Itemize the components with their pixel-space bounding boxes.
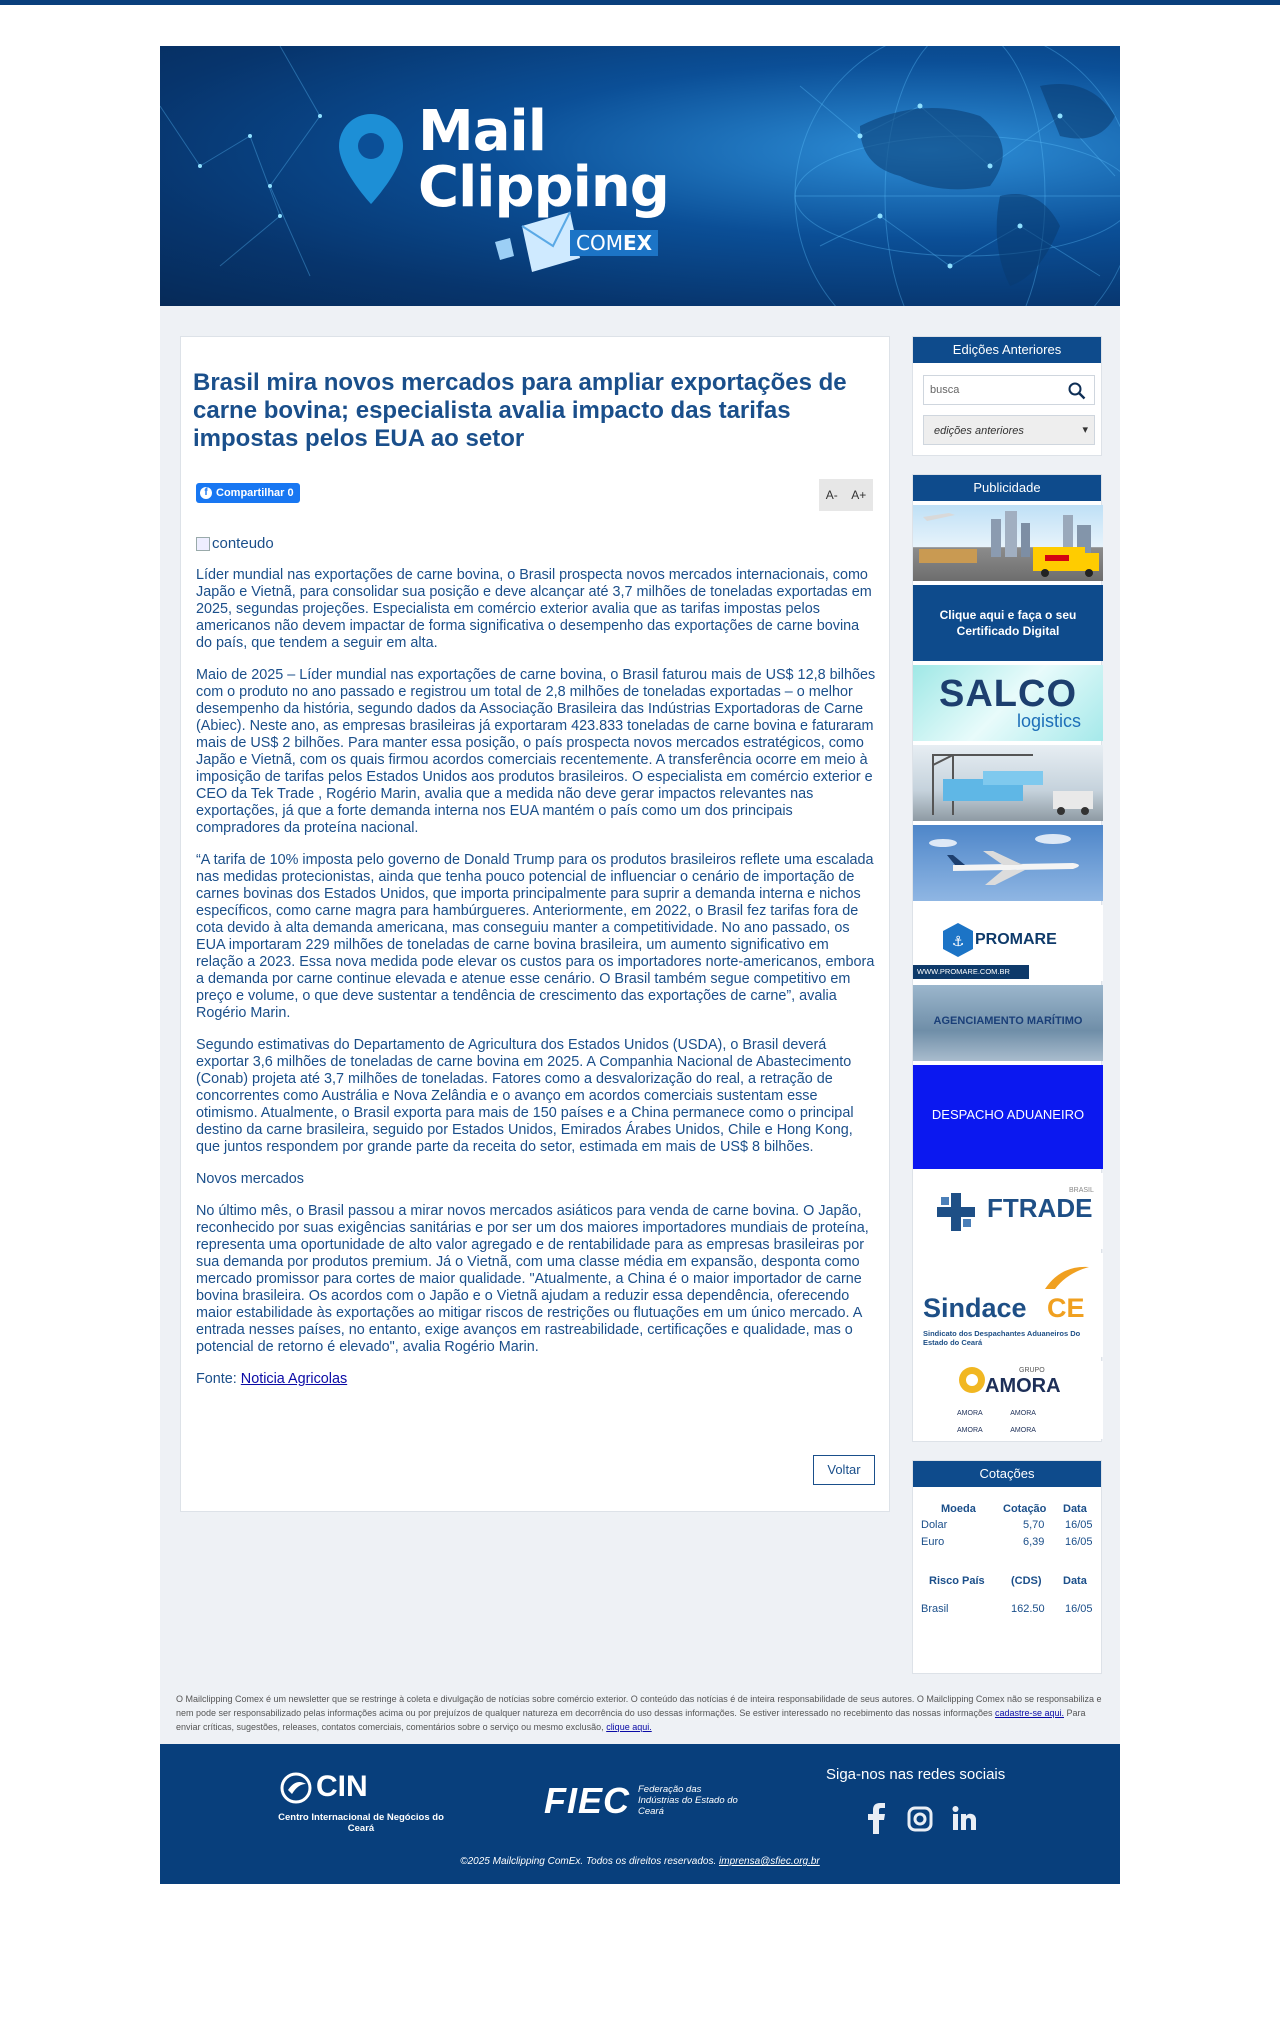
- quotes-header-row: [919, 1503, 1097, 1519]
- facebook-icon[interactable]: [862, 1802, 890, 1834]
- article-image-alt: conteudo: [212, 535, 274, 552]
- quote-value: 5,70: [1023, 1519, 1045, 1531]
- risk-header-row: [919, 1575, 1097, 1591]
- article-title: Brasil mira novos mercados para ampliar exportações de carne bovina; especialista avalia impacto das tarifas impostas pelos EUA ao setor: [193, 369, 847, 452]
- city-truck-illustration: [913, 505, 1103, 581]
- quotes-header: Data: [1063, 1503, 1087, 1515]
- sindace-swoosh-icon: [1041, 1263, 1091, 1293]
- email-link[interactable]: imprensa@sfiec.org.br: [719, 1856, 820, 1867]
- ad-air-cargo[interactable]: [913, 825, 1103, 901]
- map-pin-icon: [339, 114, 403, 204]
- airplane-illustration: [913, 825, 1103, 901]
- article-paragraph: Segundo estimativas do Departamento de Agricultura dos Estados Unidos (USDA), o Brasil deverá exportar 3,6 milhões de toneladas de carne bovina em 2025. A Companhia Nacional de Abastecimento (Conab) projeta até 3,7 milhões de toneladas. Fatores como a desvalorização do real, a retração de concorrentes como Austrália e Nova Zelândia e o avanço em acordos comerciais sustentam esse otimismo. Atualmente, o Brasil exporta para mais de 150 países e a China permanece como o principal destino da carne brasileira, seguido por Estados Unidos, Emirados Árabes Unidos, Chile e Hong Kong, que juntos respondem por grande parte da receita do setor, estimada em mais de US$ 8 bilhões.: [196, 1037, 854, 1155]
- cin-sub: Centro Internacional de Negócios do Ceará: [278, 1812, 444, 1834]
- quotes-header: Cotação: [1003, 1503, 1047, 1515]
- disclaimer-body: O Mailclipping Comex é um newsletter que se restringe à coleta e divulgação de notícias sobre comércio exterior. O conteúdo das notícias é de inteira responsabilidade de seus autores. O Mailclipping Comex não se responsabiliza e nem pode ser responsabilizado pelas informações acima ou por prejuízos de qualquer natureza em decorrência do uso dessas informações. Se estiver interessado no recebimento das nossas informações: [176, 1694, 1102, 1718]
- amora-brand: AMORA: [1010, 1410, 1036, 1417]
- article-subheading: Novos mercados: [196, 1171, 304, 1187]
- editions-title: Edições Anteriores: [913, 337, 1101, 363]
- logo-line-mail: Mail: [418, 99, 546, 164]
- fiec-sub: Federação das Indústrias do Estado do Ceará: [638, 1784, 738, 1817]
- article-paragraph: No último mês, o Brasil passou a mirar novos mercados asiáticos para venda de carne bovina. O Japão, reconhecido por suas exigências sanitárias e por ser um dos maiores importadores mundiais de proteína, representa uma oportunidade de alto valor agregado e de rentabilidade para as empresas brasileiras por sua demanda por produtos premium. Já o Vietnã, com uma classe média em expansão, desponta como mercado promissor para cortes de maior qualidade. "Atualmente, a China é o maior importador de carne bovina brasileira. Os acordos com o Japão e o Vietnã ajudam a reduzir essa dependência, oferecendo maior estabilidade às exportações ao mitigar riscos de restrições ou flutuações em um único mercado. A entrada nesses países, no entanto, exige avanços em rastreabilidade, certificações e qualidade, mas o potencial de retorno é elevado", avalia Rogério Marin.: [196, 1203, 869, 1355]
- ad-despacho-aduaneiro[interactable]: [913, 1065, 1103, 1169]
- promare-url: WWW.PROMARE.COM.BR: [913, 965, 1029, 979]
- ad-dhl-logistics[interactable]: [913, 505, 1103, 581]
- copyright-text: ©2025 Mailclipping ComEx. Todos os direitos reservados.: [460, 1856, 720, 1867]
- editions-select-value: edições anteriores: [934, 425, 1024, 437]
- quote-date: 16/05: [1065, 1536, 1093, 1548]
- contact-link[interactable]: clique aqui.: [606, 1722, 652, 1732]
- article-card: [180, 336, 890, 1512]
- article-paragraph: Maio de 2025 – Líder mundial nas exportações de carne bovina, o Brasil faturou mais de US$ 12,8 bilhões com o produto no ano passado e registrou um total de 2,8 milhões de toneladas exportadas – o melhor desempenho da história, segundo dados da Associação Brasileira das Indústrias Exportadoras de Carne (Abiec). Neste ano, as empresas brasileiras já exportaram 423.833 toneladas de carne bovina e faturaram mais de US$ 2 bilhões. Para manter essa posição, o país prospecta novos mercados estratégicos, como Japão e Vietnã, com os quais firmou acordos comerciais recentemente. A transferência ocorre em meio à imposição de tarifas pelos Estados Unidos aos produtos brasileiros. O especialista em comércio exterior e CEO da Tek Trade , Rogério Marin, avalia que a medida não deve gerar impactos relevantes nas exportações, já que a forte demanda interna nos EUA mantém o país como um dos principais compradores da proteína nacional.: [196, 667, 876, 836]
- quotes-title: Cotações: [913, 1461, 1101, 1487]
- amora-brand: AMORA: [1010, 1427, 1036, 1434]
- disclaimer-text: [176, 1692, 1106, 1734]
- search-icon[interactable]: [1068, 382, 1086, 400]
- mailclipping-logo: [418, 99, 669, 220]
- risk-header: (CDS): [1011, 1575, 1042, 1587]
- agenciamento-label: AGENCIAMENTO MARÍTIMO: [933, 1015, 1083, 1027]
- ad-salco-logistics[interactable]: [913, 665, 1103, 741]
- copyright: [160, 1856, 1120, 1867]
- search-placeholder: busca: [930, 384, 960, 396]
- ads-panel: [912, 474, 1102, 1442]
- quotes-header: Moeda: [941, 1503, 976, 1515]
- linkedin-icon[interactable]: [950, 1802, 978, 1834]
- risk-value: 162.50: [1011, 1603, 1045, 1615]
- ad-ftrade[interactable]: [913, 1173, 1103, 1249]
- article-paragraph: “A tarifa de 10% imposta pelo governo de Donald Trump para os produtos brasileiros reflete uma escalada nas medidas protecionistas, ainda que tenha pouco potencial de influenciar o cenário de importação de carnes bovinas dos Estados Unidos, que importa principalmente para suprir a demanda interna e nichos específicos, como carne magra para hambúrgueres. Anteriormente, em 2022, o Brasil fez tarifas fora de cota devido à alta demanda americana, mas conseguiu manter a competitividade. No ano passado, os EUA importaram 229 milhões de toneladas de carne bovina brasileira, um aumento significativo em relação a 2023. Essa nova medida pode elevar os custos para os importadores norte-americanos, embora a demanda por carne continue elevada e atenue esse cenário. O Brasil também segue competitivo em preço e volume, o que deve sustentar a tendência de crescimento das exportações de carne”, avalia Rogério Marin.: [196, 852, 875, 1021]
- back-button[interactable]: Voltar: [813, 1455, 875, 1485]
- source-link[interactable]: Noticia Agricolas: [240, 1371, 348, 1387]
- disclaimer-middle: Para enviar críticas, sugestões, releases, contatos comerciais, comentários sobre o serviço ou mesmo exclusão,: [176, 1708, 1086, 1732]
- sindace-ce-logo: CE: [1047, 1293, 1085, 1323]
- quote-currency: Euro: [921, 1536, 945, 1548]
- footer: [160, 1744, 1120, 1884]
- despacho-label: DESPACHO ADUANEIRO: [931, 1107, 1085, 1122]
- ad-agenciamento-maritimo[interactable]: [913, 985, 1103, 1061]
- ftrade-country: BRASIL: [1069, 1187, 1094, 1194]
- facebook-share-button[interactable]: [196, 483, 300, 503]
- comex-badge-light: COM: [576, 231, 623, 255]
- facebook-icon: f: [200, 487, 212, 499]
- broken-image-icon: [196, 537, 210, 551]
- quotes-panel: [912, 1460, 1102, 1674]
- cin-logo-icon: [280, 1772, 312, 1804]
- envelope-icon: [495, 212, 580, 272]
- editions-select[interactable]: [923, 415, 1095, 445]
- ad-promare[interactable]: [913, 905, 1103, 981]
- ftrade-logo-icon: [935, 1191, 977, 1233]
- risk-date: 16/05: [1065, 1603, 1093, 1615]
- share-label: Compartilhar 0: [216, 487, 294, 499]
- ad-port-containers[interactable]: [913, 745, 1103, 821]
- promare-logo: PROMARE: [975, 931, 1057, 948]
- editions-panel: [912, 336, 1102, 456]
- social-title: Siga-nos nas redes sociais: [826, 1766, 1006, 1783]
- amora-brand: AMORA: [957, 1427, 983, 1434]
- article-image: [196, 535, 274, 552]
- sindace-sub: Sindicato dos Despachantes Aduaneiros Do Estado do Ceará: [923, 1329, 1081, 1347]
- comex-badge: [570, 230, 658, 256]
- quote-currency: Dolar: [921, 1519, 948, 1531]
- port-crane-illustration: [913, 745, 1103, 821]
- ftrade-logo: FTRADE: [987, 1193, 1093, 1223]
- risk-country: Brasil: [921, 1603, 949, 1615]
- table-row: [919, 1603, 1097, 1619]
- article-source: [196, 1371, 876, 1388]
- svg-text:⚓: ⚓: [951, 934, 965, 950]
- quote-date: 16/05: [1065, 1519, 1093, 1531]
- quote-value: 6,39: [1023, 1536, 1045, 1548]
- amora-logo: AMORA: [985, 1375, 1061, 1397]
- ads-title: Publicidade: [913, 475, 1101, 501]
- sindace-logo: Sindace: [923, 1293, 1027, 1323]
- logo-line-clipping: Clipping: [418, 155, 669, 220]
- top-accent-bar: [0, 0, 1280, 5]
- amora-group-label: GRUPO: [1019, 1367, 1045, 1374]
- promare-anchor-icon: [943, 923, 973, 957]
- ad-grupo-amora[interactable]: [913, 1361, 1103, 1439]
- ad-sindace-ce[interactable]: [913, 1253, 1103, 1357]
- font-decrease-button[interactable]: A-: [825, 488, 838, 502]
- risk-header: Risco País: [929, 1575, 985, 1587]
- fiec-word: FIEC: [544, 1780, 631, 1821]
- salco-logo: SALCO: [939, 673, 1077, 715]
- article-body: [196, 567, 876, 1403]
- certificado-label: Clique aqui e faça o seu Certificado Digital: [939, 608, 1077, 638]
- subscribe-link[interactable]: cadastre-se aqui.: [994, 1708, 1064, 1718]
- amora-brands: [957, 1405, 1057, 1439]
- amora-brand: AMORA: [957, 1410, 983, 1417]
- font-increase-button[interactable]: A+: [851, 488, 867, 502]
- chevron-down-icon: ▾: [1082, 424, 1088, 436]
- page-wrapper: [160, 46, 1120, 1884]
- risk-header: Data: [1063, 1575, 1087, 1587]
- cin-word: CIN: [316, 1770, 368, 1803]
- search-input[interactable]: [923, 375, 1095, 405]
- amora-berry-icon: [957, 1365, 987, 1395]
- header-banner: [160, 46, 1120, 306]
- ad-certificado-digital[interactable]: [913, 585, 1103, 661]
- font-size-controls: [819, 479, 873, 511]
- source-prefix: Fonte:: [196, 1371, 241, 1387]
- instagram-icon[interactable]: [906, 1802, 934, 1834]
- comex-badge-bold: EX: [622, 231, 653, 255]
- table-row: [919, 1519, 1097, 1535]
- table-row: [919, 1536, 1097, 1552]
- salco-sub: logistics: [1016, 711, 1081, 731]
- article-paragraph: Líder mundial nas exportações de carne bovina, o Brasil prospecta novos mercados internacionais, como Japão e Vietnã, para consolidar sua posição e deve alcançar até 3,7 milhões de toneladas exportadas em 2025, segundas projeções. Especialista em comércio exterior avalia que as tarifas impostas pelos americanos não devem impactar de forma significativa o desempenho das exportações de carne bovina do país, que tendem a seguir em alta.: [196, 567, 872, 651]
